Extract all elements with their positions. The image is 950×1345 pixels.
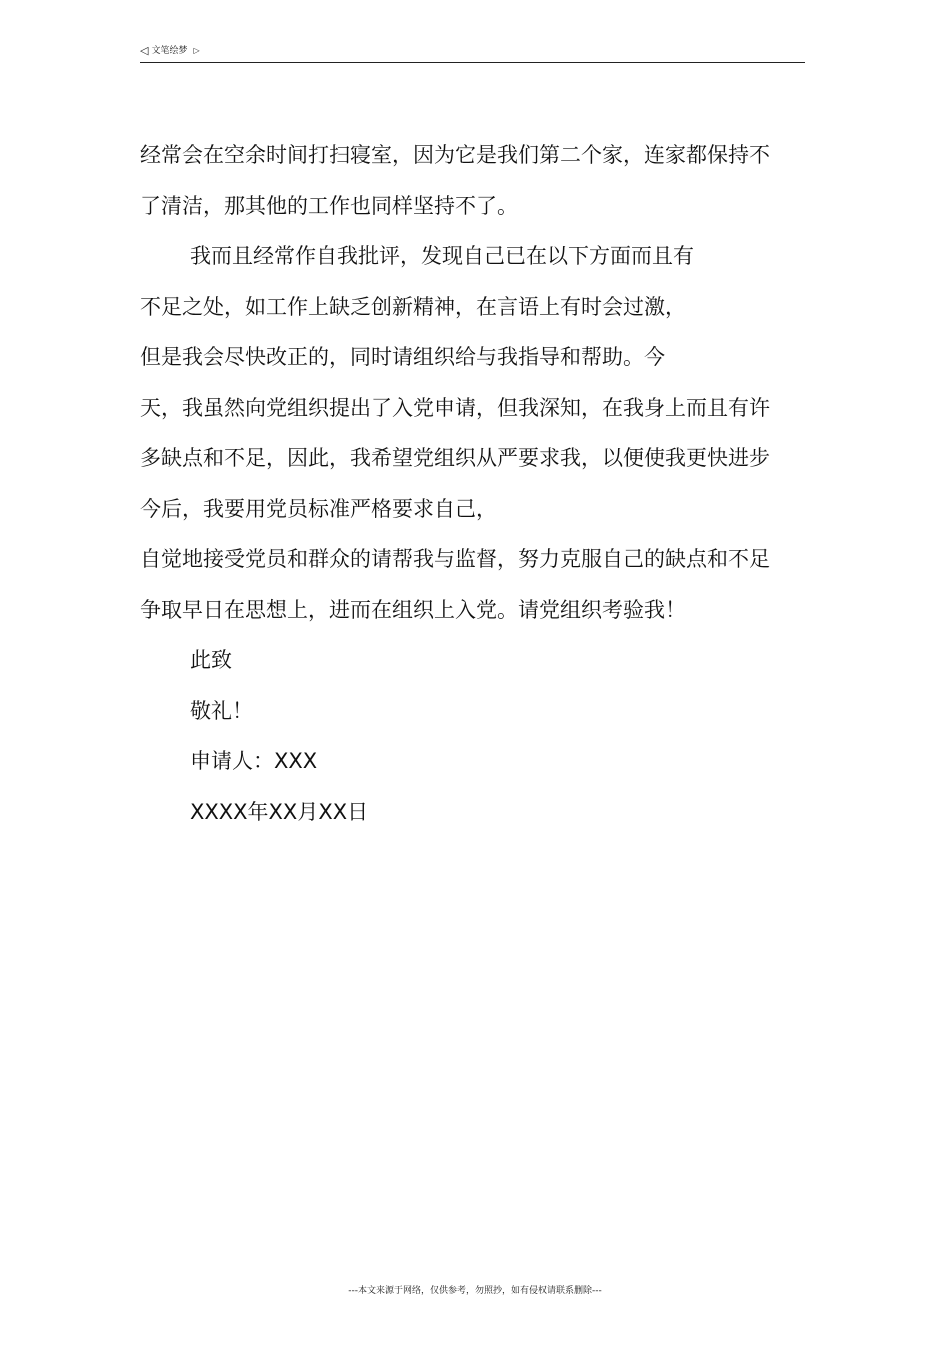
letter-date: XXXX年XX月XX日 — [190, 799, 369, 824]
closing-salutation: 此致 — [190, 648, 232, 672]
header-title-group — [140, 44, 200, 58]
body-line-4: 不足之处，如工作上缺乏创新精神，在言语上有时会过激， — [140, 294, 686, 319]
body-line-2: 了清洁，那其他的工作也同样坚持不了。 — [140, 193, 518, 218]
body-line-9: 自觉地接受党员和群众的请帮我与监督，努力克服自己的缺点和不足 — [140, 547, 770, 571]
header-title: 文笔绘梦 — [151, 46, 188, 56]
right-triangle-icon: ▷ — [193, 46, 200, 55]
letter-body — [140, 135, 810, 842]
closing-regards: 敬礼！ — [190, 698, 253, 723]
applicant-signature: 申请人：XXX — [190, 749, 318, 773]
body-line-7: 多缺点和不足，因此，我希望党组织从严要求我，以便使我更快进步 — [140, 446, 770, 470]
body-line-1: 经常会在空余时间打扫寝室，因为它是我们第二个家，连家都保持不 — [140, 143, 770, 167]
body-line-8: 今后，我要用党员标准严格要求自己， — [140, 496, 497, 521]
body-line-6: 天，我虽然向党组织提出了入党申请，但我深知，在我身上而且有许 — [140, 395, 770, 420]
page-footer-disclaimer: ---本文来源于网络，仅供参考，勿照抄，如有侵权请联系删除--- — [348, 1286, 602, 1296]
page-header — [140, 44, 805, 63]
body-line-5: 但是我会尽快改正的，同时请组织给与我指导和帮助。今 — [140, 345, 665, 369]
body-line-3: 我而且经常作自我批评，发现自己已在以下方面而且有 — [190, 244, 694, 268]
left-triangle-icon: ◁ — [140, 44, 149, 57]
body-line-10: 争取早日在思想上，进而在组织上入党。请党组织考验我！ — [140, 597, 686, 622]
